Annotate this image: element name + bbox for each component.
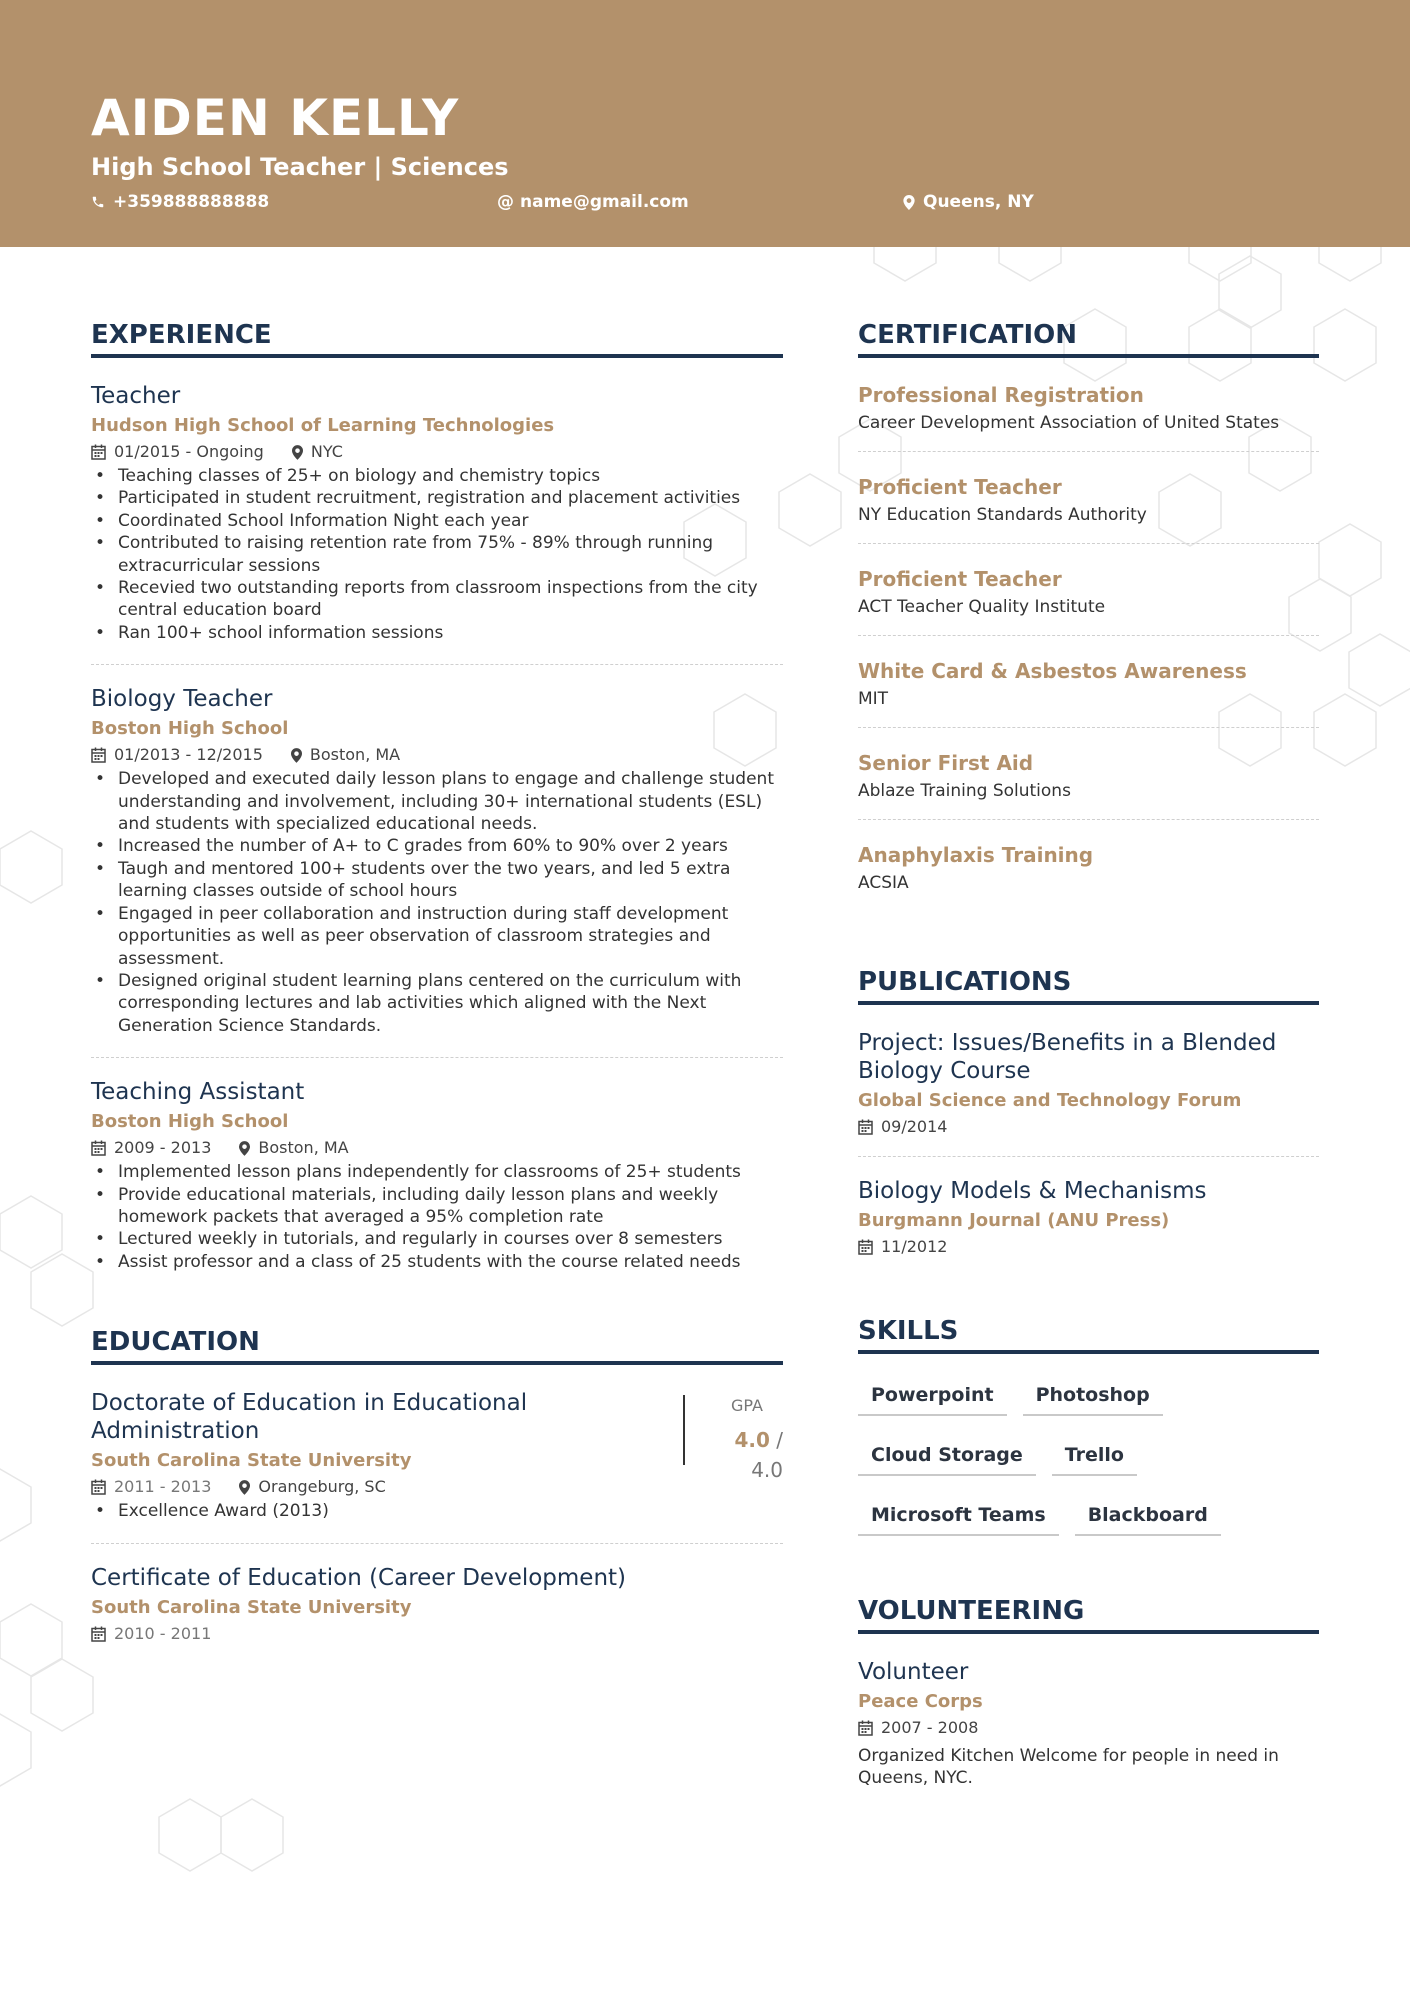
experience-dates: 2009 - 2013 — [114, 1138, 212, 1158]
experience-bullets — [91, 768, 783, 1037]
contact-phone[interactable] — [91, 191, 269, 213]
calendar-icon — [91, 1479, 106, 1495]
certification-item — [858, 842, 1319, 911]
certification-title: Anaphylaxis Training — [858, 843, 1094, 867]
experience-bullets — [91, 1161, 783, 1273]
resume-header — [0, 0, 1410, 247]
experience-location: Boston, MA — [258, 1138, 349, 1158]
education-degree: Certificate of Education (Career Development) — [91, 1564, 627, 1591]
skill-tag: Photoshop — [1023, 1378, 1163, 1416]
publication-title: Biology Models & Mechanisms — [858, 1178, 1207, 1204]
calendar-icon — [91, 1626, 106, 1642]
volunteering-dates: 2007 - 2008 — [881, 1718, 979, 1737]
publication-date: 09/2014 — [881, 1117, 948, 1136]
education-degree: Doctorate of Education in Educational Administration — [91, 1390, 528, 1445]
candidate-title: High School Teacher | Sciences — [91, 153, 509, 181]
publication-publisher: Burgmann Journal (ANU Press) — [858, 1210, 1170, 1231]
calendar-icon — [858, 1119, 873, 1135]
certification-item — [858, 750, 1319, 820]
skills-heading: SKILLS — [858, 1314, 1319, 1354]
certification-issuer: ACT Teacher Quality Institute — [858, 597, 1106, 617]
experience-meta — [91, 1137, 783, 1159]
calendar-icon — [91, 444, 106, 460]
candidate-name: AIDEN KELLY — [91, 89, 460, 147]
bullet-item: • Increased the number of A+ to C grades from 60% to 90% over 2 years — [91, 835, 783, 857]
certification-issuer: NY Education Standards Authority — [858, 505, 1147, 525]
gpa-box — [683, 1395, 783, 1483]
experience-org: Hudson High School of Learning Technologies — [91, 415, 555, 436]
publication-title: Project: Issues/Benefits in a Blended Biology Course — [858, 1030, 1277, 1084]
bullet-item: • Provide educational materials, including daily lesson plans and weekly homework packets that averaged a 95% completion rate — [91, 1184, 783, 1229]
certification-issuer: Ablaze Training Solutions — [858, 781, 1071, 801]
publication-publisher: Global Science and Technology Forum — [858, 1090, 1242, 1111]
volunteering-role: Volunteer — [858, 1659, 969, 1685]
volunteering-heading: VOLUNTEERING — [858, 1594, 1319, 1634]
at-icon: @ — [497, 192, 514, 212]
contact-location — [903, 191, 1034, 213]
calendar-icon — [858, 1239, 873, 1255]
certification-title: Senior First Aid — [858, 751, 1034, 775]
experience-meta — [91, 441, 783, 463]
education-heading: EDUCATION — [91, 1325, 783, 1365]
volunteering-org: Peace Corps — [858, 1691, 983, 1712]
email-text: name@gmail.com — [520, 192, 689, 212]
bullet-item: • Assist professor and a class of 25 students with the course related needs — [91, 1251, 783, 1273]
bullet-item: • Participated in student recruitment, registration and placement activities — [91, 487, 783, 509]
location-pin-icon — [239, 1480, 250, 1495]
experience-dates: 01/2015 - Ongoing — [114, 442, 264, 461]
education-item — [91, 1389, 783, 1543]
certification-title: Proficient Teacher — [858, 567, 1062, 591]
location-pin-icon — [291, 748, 302, 763]
left-column — [91, 318, 783, 1645]
certification-item — [858, 566, 1319, 636]
certification-item — [858, 474, 1319, 544]
bullet-item: • Engaged in peer collaboration and instruction during staff development opportunities as well as peer observation of classroom strategies and assessment. — [91, 903, 783, 970]
education-dates: 2010 - 2011 — [114, 1623, 212, 1643]
experience-item — [91, 1078, 783, 1273]
certification-title: Professional Registration — [858, 383, 1144, 407]
skills-list — [858, 1378, 1319, 1558]
education-item — [91, 1564, 783, 1645]
bullet-item: • Excellence Award (2013) — [91, 1500, 651, 1522]
education-school: South Carolina State University — [91, 1596, 412, 1618]
experience-role: Teaching Assistant — [91, 1079, 305, 1106]
publication-meta — [858, 1116, 1319, 1138]
calendar-icon — [858, 1720, 873, 1736]
publications-heading: PUBLICATIONS — [858, 965, 1319, 1005]
experience-location: Boston, MA — [309, 745, 401, 765]
experience-location: NYC — [310, 442, 343, 461]
gpa-value: 4.0 / 4.0 — [734, 1428, 783, 1483]
education-location: Orangeburg, SC — [258, 1477, 386, 1497]
location-pin-icon — [239, 1141, 250, 1156]
experience-org: Boston High School — [91, 718, 289, 740]
publication-item — [858, 1029, 1319, 1157]
bullet-item: • Designed original student learning plans centered on the curriculum with corresponding lectures and lab activities which aligned with the Next Generation Science Standards. — [91, 970, 783, 1037]
volunteering-meta — [858, 1717, 1319, 1739]
gpa-label: GPA — [731, 1396, 763, 1416]
skill-tag: Cloud Storage — [858, 1438, 1036, 1476]
location-text: Queens, NY — [923, 192, 1034, 212]
experience-heading: EXPERIENCE — [91, 318, 783, 358]
publication-date: 11/2012 — [881, 1237, 948, 1256]
experience-meta — [91, 744, 783, 766]
certification-title: White Card & Asbestos Awareness — [858, 659, 1247, 683]
right-column — [858, 318, 1319, 1790]
certification-issuer: MIT — [858, 689, 889, 709]
skill-tag: Microsoft Teams — [858, 1498, 1059, 1536]
skill-tag: Blackboard — [1075, 1498, 1221, 1536]
certification-issuer: ACSIA — [858, 873, 909, 893]
volunteering-item — [858, 1658, 1319, 1790]
skill-tag: Trello — [1052, 1438, 1137, 1476]
education-dates: 2011 - 2013 — [114, 1477, 212, 1497]
publication-item — [858, 1177, 1319, 1258]
certification-title: Proficient Teacher — [858, 475, 1062, 499]
volunteering-description: Organized Kitchen Welcome for people in need in Queens, NYC. — [858, 1746, 1279, 1789]
experience-item — [91, 382, 783, 665]
bullet-item: • Lectured weekly in tutorials, and regularly in courses over 8 semesters — [91, 1228, 783, 1250]
experience-role: Biology Teacher — [91, 686, 273, 713]
certification-heading: CERTIFICATION — [858, 318, 1319, 358]
experience-item — [91, 685, 783, 1058]
phone-icon — [91, 195, 105, 209]
location-pin-icon — [292, 445, 303, 460]
bullet-item: • Contributed to raising retention rate from 75% - 89% through running extracurricular sessions — [91, 532, 783, 577]
phone-text: +359888888888 — [113, 192, 270, 212]
bullet-item: • Implemented lesson plans independently for classrooms of 25+ students — [91, 1161, 783, 1183]
experience-bullets — [91, 465, 783, 644]
education-school: South Carolina State University — [91, 1450, 412, 1472]
contact-email[interactable] — [497, 191, 689, 213]
calendar-icon — [91, 1140, 106, 1156]
certification-issuer: Career Development Association of United States — [858, 413, 1280, 433]
publication-meta — [858, 1236, 1319, 1258]
education-meta — [91, 1623, 783, 1645]
bullet-item: • Recevied two outstanding reports from classroom inspections from the city central education board — [91, 577, 783, 622]
bullet-item: • Coordinated School Information Night each year — [91, 510, 783, 532]
location-pin-icon — [903, 195, 915, 210]
bullet-item: • Developed and executed daily lesson plans to engage and challenge student understanding and involvement, including 30+ international students (ESL) and students with specialized educational needs. — [91, 768, 783, 835]
experience-dates: 01/2013 - 12/2015 — [114, 745, 263, 765]
bullet-item: • Ran 100+ school information sessions — [91, 622, 783, 644]
certification-item — [858, 658, 1319, 728]
bullet-item: • Taugh and mentored 100+ students over the two years, and led 5 extra learning classes outside of school hours — [91, 858, 783, 903]
experience-role: Teacher — [91, 383, 181, 409]
experience-org: Boston High School — [91, 1111, 289, 1133]
bullet-item: • Teaching classes of 25+ on biology and chemistry topics — [91, 465, 783, 487]
certification-item — [858, 382, 1319, 452]
skill-tag: Powerpoint — [858, 1378, 1007, 1416]
calendar-icon — [91, 747, 106, 763]
education-meta — [91, 1476, 651, 1498]
education-bullets — [91, 1500, 651, 1522]
